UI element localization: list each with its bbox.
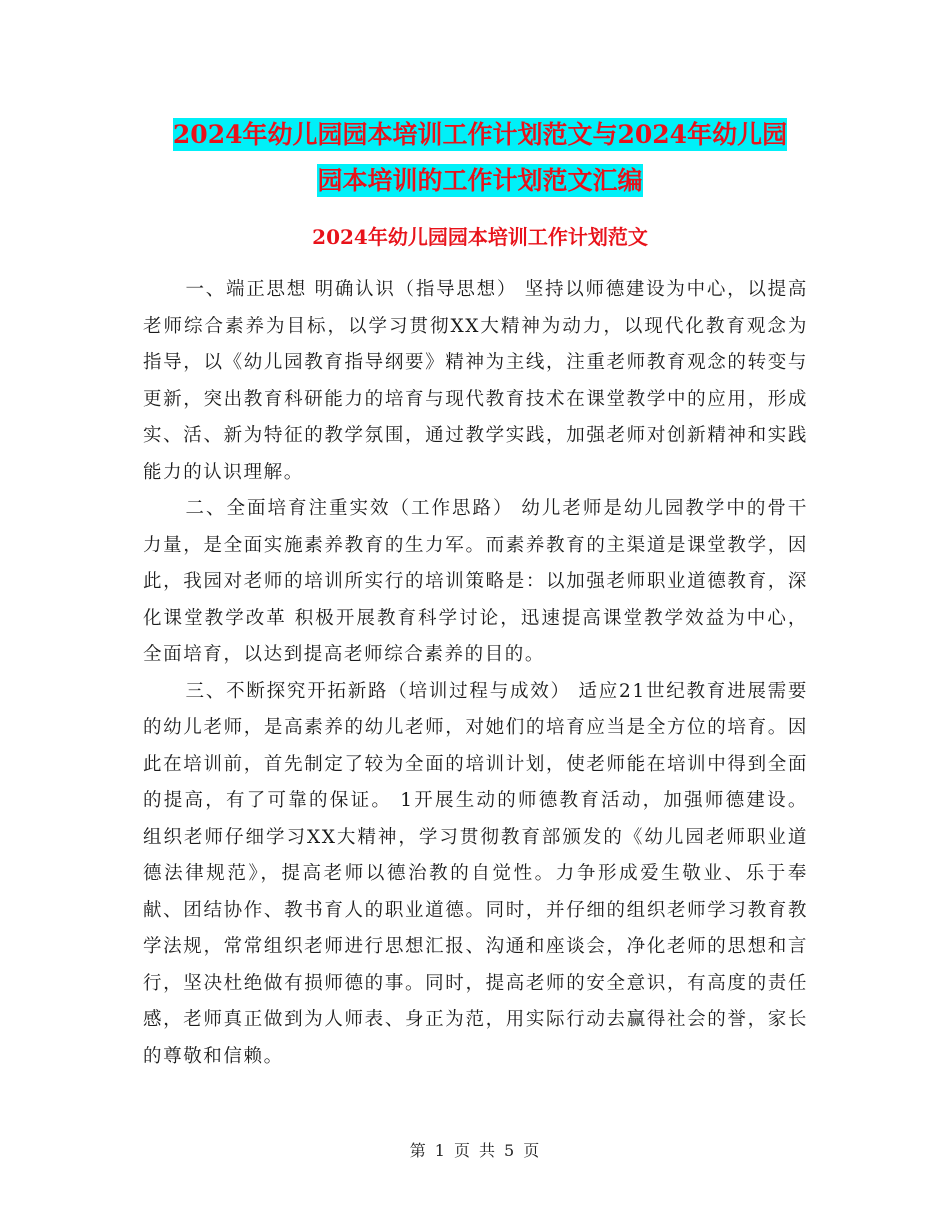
section-title: 2024年幼儿园园本培训工作计划范文 xyxy=(312,225,648,249)
footer-page-number: 1 xyxy=(434,1141,446,1160)
document-title-line-2: 园本培训的工作计划范文汇编 xyxy=(317,166,643,195)
footer-total-unit: 页 xyxy=(523,1141,541,1160)
paragraph-3: 三、不断探究开拓新路（培训过程与成效） 适应21世纪教育进展需要的幼儿老师，是高素养的幼儿老师，对她们的培育应当是全方位的培育。因此在培训前，首先制定了较为全面的培训计划，使老师能在培训中得到全面的提高，有了可靠的保证。 1开展生动的师德教育活动，加强师德建设。 组织老师仔细学习XX大精神，学习贯彻教育部颁发的《幼儿园老师职业道德法律规范》，提高老师以德治教的自觉性。力争形成爱生敬业、乐于奉献、团结协作、教书育人的职业道德。同时，并仔细的组织老师学习教育教学法规，常常组织老师进行思想汇报、沟通和座谈会，净化老师的思想和言行，坚决杜绝做有损师德的事。同时，提高老师的安全意识，有高度的责任感，老师真正做到为人师表、身正为范，用实际行动去赢得社会的誉，家长的尊敬和信赖。 xyxy=(143,680,808,1067)
page-footer xyxy=(0,1138,950,1161)
footer-total-pages: 5 xyxy=(504,1141,516,1160)
footer-page-label: 第 xyxy=(409,1141,427,1160)
footer-page-unit: 页 xyxy=(453,1141,471,1160)
paragraph-2: 二、全面培育注重实效（工作思路） 幼儿老师是幼儿园教学中的骨干力量，是全面实施素养教育的生力军。而素养教育的主渠道是课堂教学，因此，我园对老师的培训所实行的培训策略是：以加强老师职业道德教育，深化课堂教学改革 积极开展教育科学讨论，迅速提高课堂教学效益为中心，全面培育，以达到提高老师综合素养的目的。 xyxy=(143,498,808,665)
paragraph-1: 一、端正思想 明确认识（指导思想） 坚持以师德建设为中心，以提高老师综合素养为目标，以学习贯彻XX大精神为动力，以现代化教育观念为指导，以《幼儿园教育指导纲要》精神为主线，注重老师教育观念的转变与更新，突出教育科研能力的培育与现代教育技术在课堂教学中的应用，形成实、活、新为特征的教学氛围，通过教学实践，加强老师对创新精神和实践能力的认识理解。 xyxy=(143,279,808,483)
document-body xyxy=(143,272,808,1075)
document-title xyxy=(140,112,820,204)
document-title-line-1: 2024年幼儿园园本培训工作计划范文与2024年幼儿园 xyxy=(172,120,788,149)
footer-total-label: 共 xyxy=(479,1141,497,1160)
